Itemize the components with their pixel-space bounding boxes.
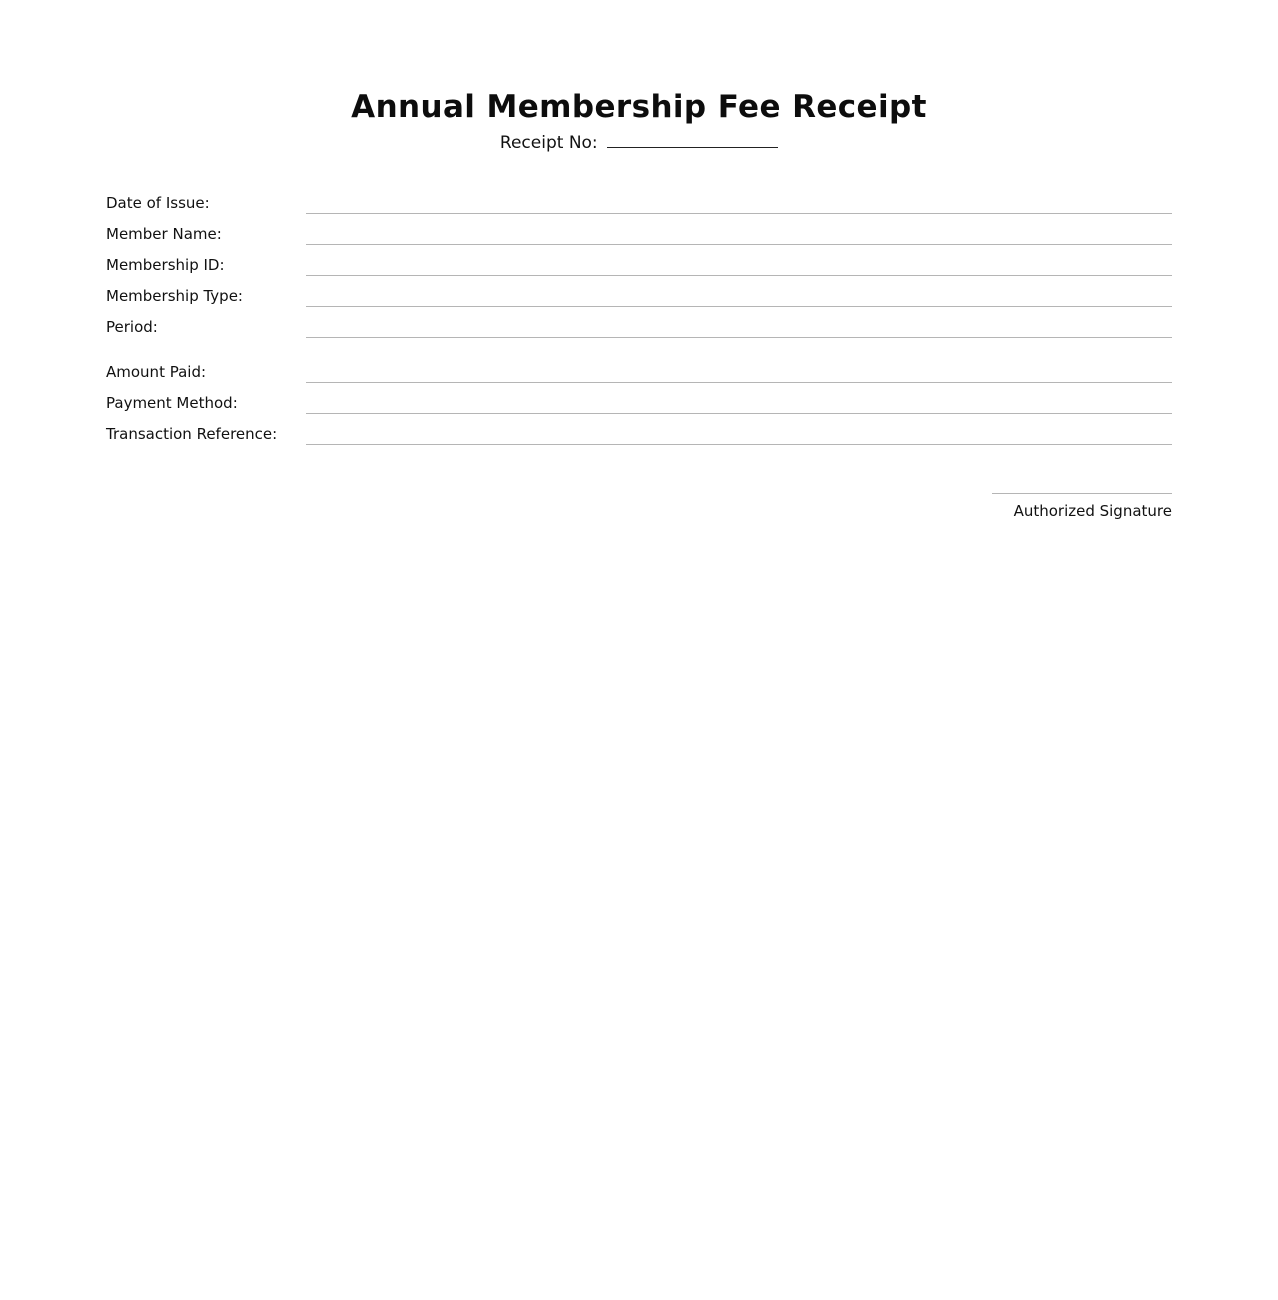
field-membership-type <box>106 276 1172 307</box>
field-label: Amount Paid: <box>106 363 207 381</box>
field-label: Membership Type: <box>106 287 243 305</box>
receipt-header <box>106 88 1172 154</box>
membership-type-field[interactable] <box>306 286 1172 307</box>
field-amount-paid <box>106 352 1172 383</box>
field-label: Date of Issue: <box>106 194 210 212</box>
payment-method-field[interactable] <box>306 393 1172 414</box>
field-payment-method <box>106 383 1172 414</box>
signature-line[interactable] <box>992 493 1172 494</box>
transaction-reference-field[interactable] <box>306 424 1172 445</box>
receipt-page <box>106 0 1172 520</box>
field-membership-id <box>106 245 1172 276</box>
amount-paid-field[interactable] <box>306 362 1172 383</box>
field-label: Payment Method: <box>106 394 238 412</box>
field-date-of-issue <box>106 183 1172 214</box>
receipt-number <box>106 132 1172 154</box>
member-name-field[interactable] <box>306 224 1172 245</box>
period-field[interactable] <box>306 317 1172 338</box>
field-transaction-reference <box>106 414 1172 445</box>
field-label: Period: <box>106 318 158 336</box>
field-member-name <box>106 214 1172 245</box>
date-of-issue-field[interactable] <box>306 193 1172 214</box>
receipt-number-label: Receipt No: <box>499 133 598 153</box>
signature-block <box>992 493 1172 521</box>
field-label: Member Name: <box>106 225 222 243</box>
signature-label: Authorized Signature <box>1013 502 1172 520</box>
membership-id-field[interactable] <box>306 255 1172 276</box>
receipt-number-blank[interactable] <box>607 132 778 148</box>
page-title: Annual Membership Fee Receipt <box>351 89 927 125</box>
field-label: Transaction Reference: <box>106 425 278 443</box>
field-label: Membership ID: <box>106 256 225 274</box>
receipt-fields <box>106 183 1172 445</box>
field-period <box>106 307 1172 338</box>
